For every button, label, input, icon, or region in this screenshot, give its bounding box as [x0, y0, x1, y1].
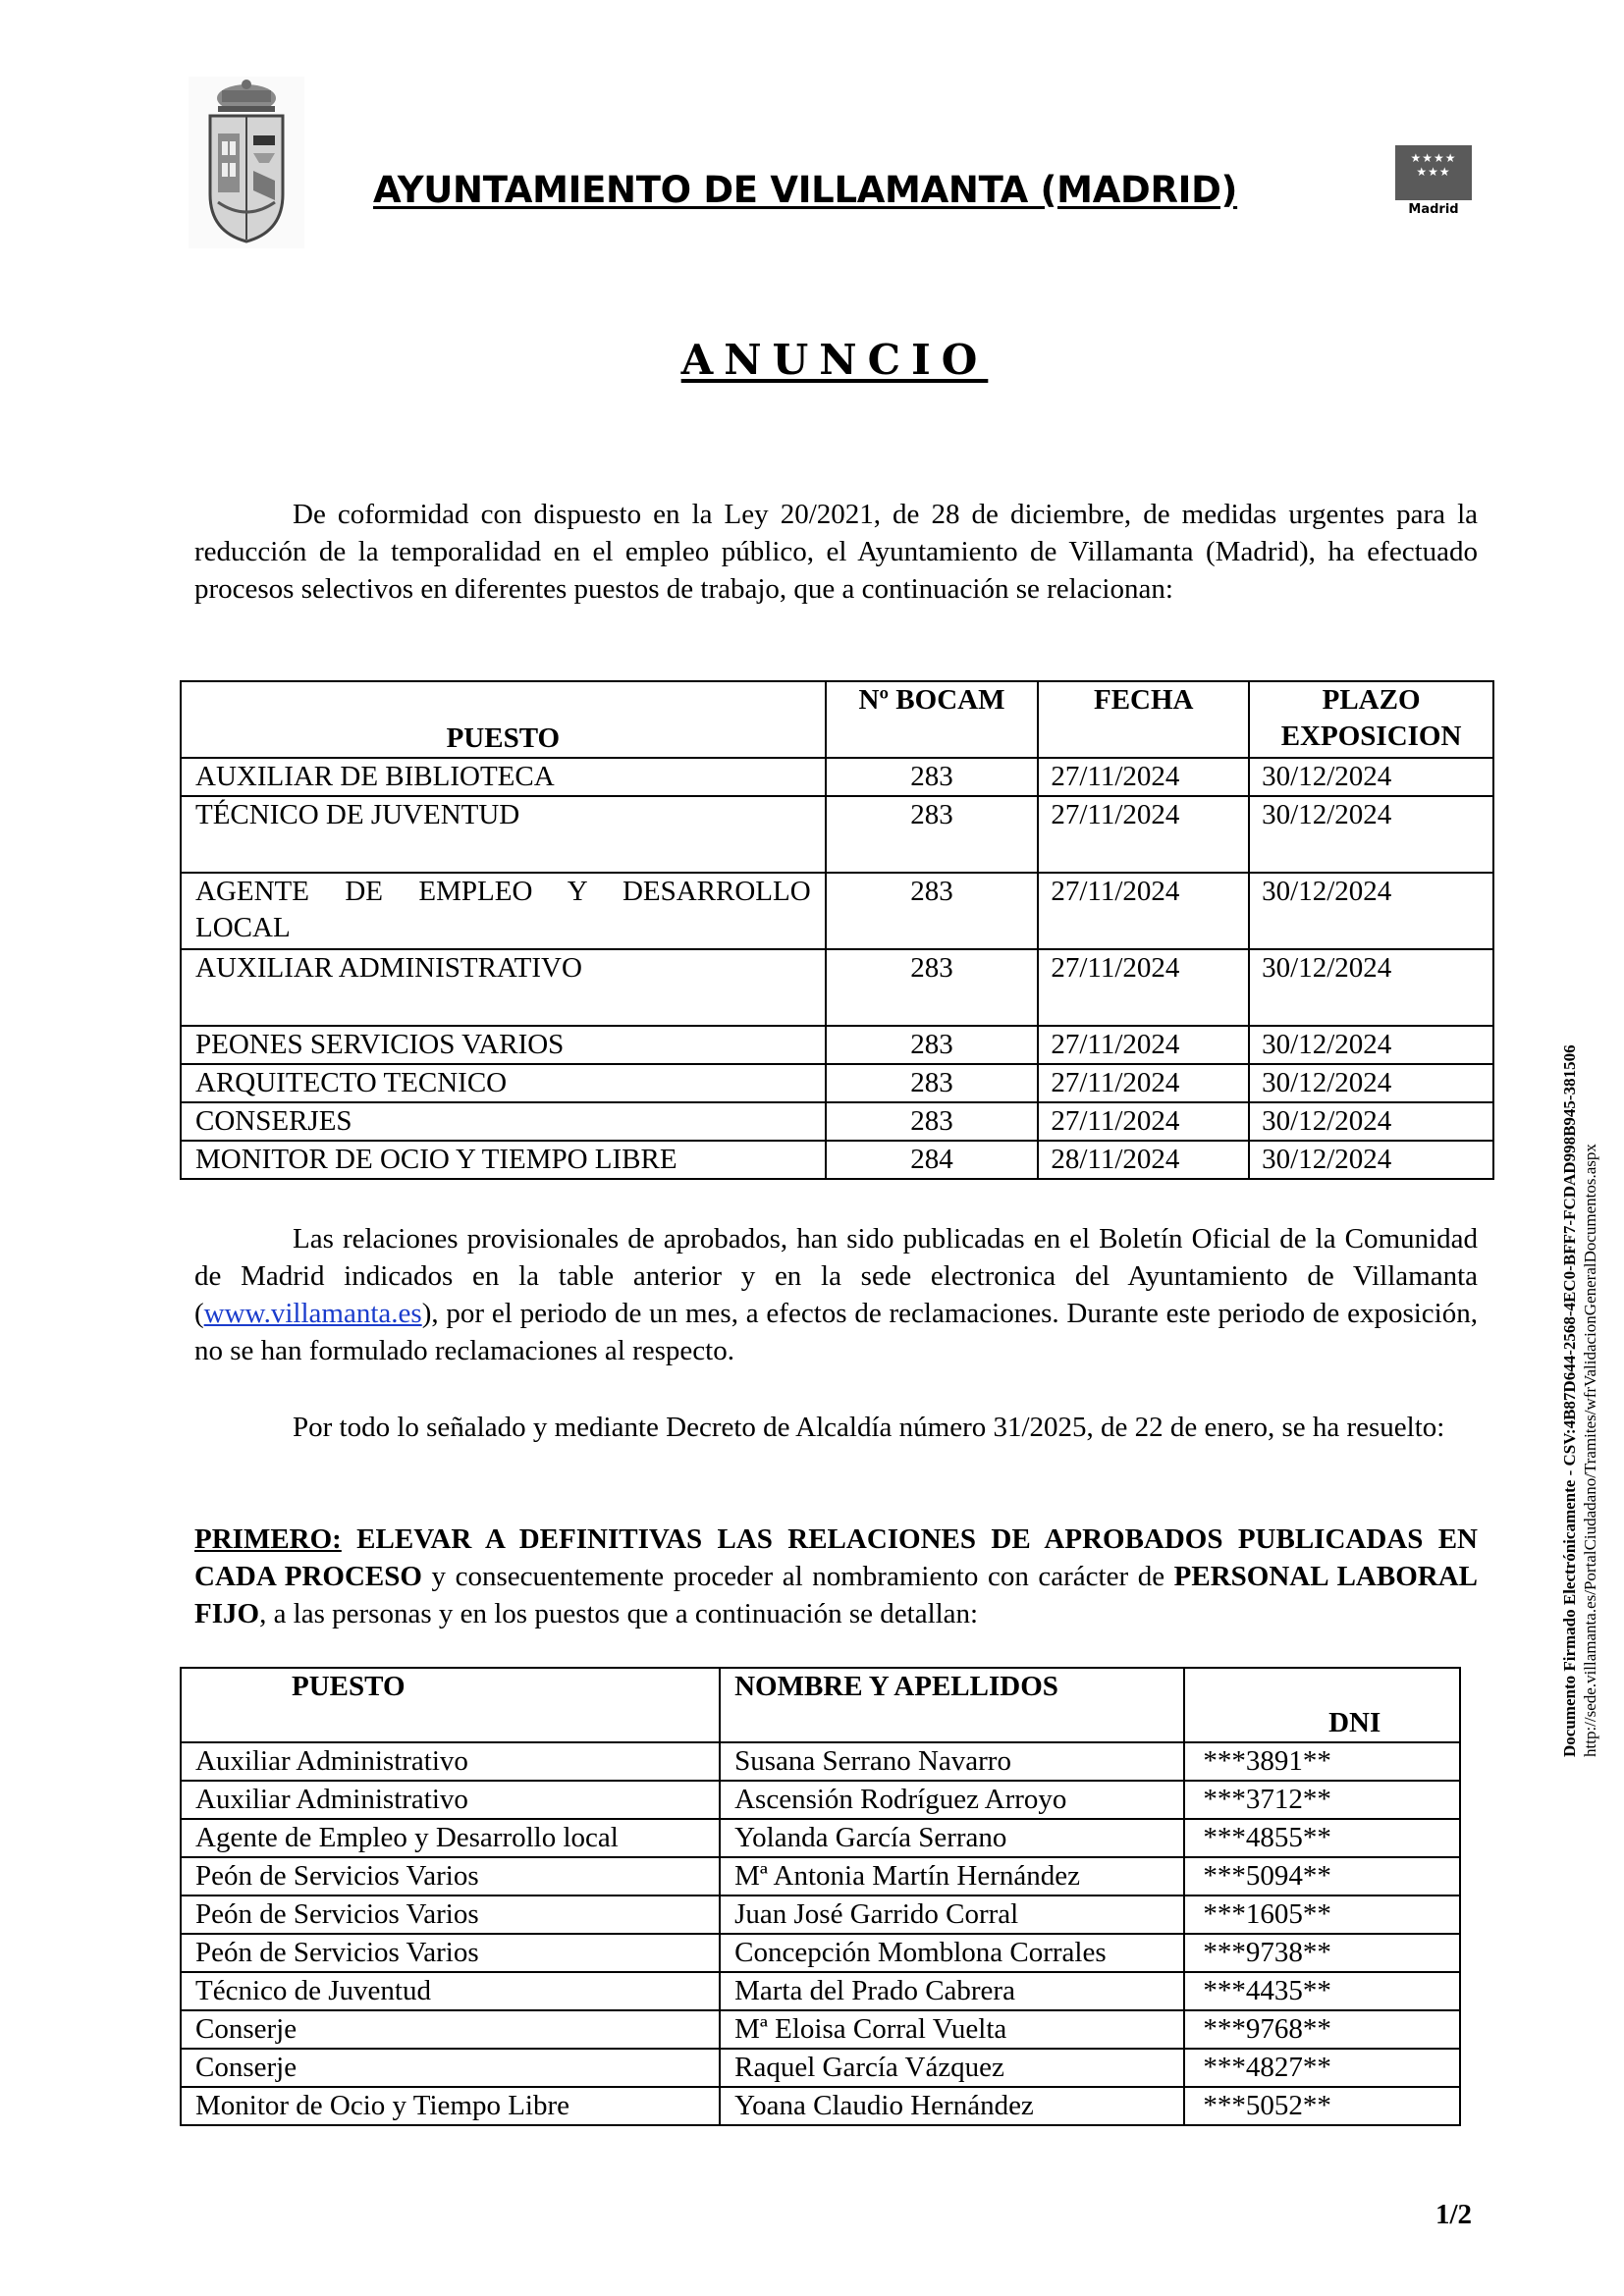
cell-plazo: 30/12/2024 [1249, 1026, 1493, 1064]
cell-bocam: 283 [826, 949, 1039, 1026]
primero-label: PRIMERO: [194, 1523, 342, 1555]
municipality-title: AYUNTAMIENTO DE VILLAMANTA (MADRID) [373, 169, 1238, 211]
cell-dni: ***5052** [1184, 2087, 1460, 2125]
resolution-primero-paragraph [194, 1521, 1478, 1632]
cell-puesto: Agente de Empleo y Desarrollo local [181, 1819, 720, 1857]
table-row [181, 1857, 1460, 1896]
cell-plazo: 30/12/2024 [1249, 873, 1493, 949]
cell-bocam: 284 [826, 1141, 1039, 1179]
cell-nombre: Concepción Momblona Corrales [720, 1934, 1184, 1972]
cell-dni: ***4435** [1184, 1972, 1460, 2010]
cell-puesto: PEONES SERVICIOS VARIOS [181, 1026, 826, 1064]
table-row [181, 2010, 1460, 2049]
signature-csv-line: Documento Firmado Electrónicamente - CSV:4B87D644-2568-4EC0-BFF7-FCDAD998B945-381506 [1560, 1044, 1579, 1757]
col-header-plazo: PLAZO EXPOSICION [1249, 681, 1493, 758]
cell-nombre: Juan José Garrido Corral [720, 1896, 1184, 1934]
cell-plazo: 30/12/2024 [1249, 949, 1493, 1026]
cell-puesto: AUXILIAR ADMINISTRATIVO [181, 949, 826, 1026]
cell-fecha: 27/11/2024 [1038, 796, 1249, 873]
cell-dni: ***4855** [1184, 1819, 1460, 1857]
cell-plazo: 30/12/2024 [1249, 758, 1493, 796]
cell-puesto: MONITOR DE OCIO Y TIEMPO LIBRE [181, 1141, 826, 1179]
town-coat-of-arms-logo [189, 77, 304, 248]
cell-dni: ***9738** [1184, 1934, 1460, 1972]
primero-bold-text-2: PERSONAL LABORAL FIJO [194, 1561, 1478, 1629]
cell-fecha: 28/11/2024 [1038, 1141, 1249, 1179]
cell-fecha: 27/11/2024 [1038, 949, 1249, 1026]
cell-nombre: Mª Antonia Martín Hernández [720, 1857, 1184, 1896]
cell-fecha: 27/11/2024 [1038, 1026, 1249, 1064]
cell-bocam: 283 [826, 758, 1039, 796]
table-row [181, 1026, 1493, 1064]
table-row [181, 2049, 1460, 2087]
col-header-fecha: FECHA [1038, 681, 1249, 758]
cell-nombre: Raquel García Vázquez [720, 2049, 1184, 2087]
cell-nombre: Ascensión Rodríguez Arroyo [720, 1781, 1184, 1819]
intro-paragraph: De coformidad con dispuesto en la Ley 20/2021, de 28 de diciembre, de medidas urgentes para la reducción de la temporalidad en el empleo público, el Ayuntamiento de Villamanta (Madrid), ha efectuado procesos selectivos en diferentes puestos de trabajo, que a continuación se relacionan: [194, 499, 1478, 605]
cell-puesto: Peón de Servicios Varios [181, 1896, 720, 1934]
table-row [181, 1781, 1460, 1819]
cell-puesto: AGENTE DE EMPLEO Y DESARROLLO LOCAL [181, 873, 826, 949]
cell-plazo: 30/12/2024 [1249, 796, 1493, 873]
cell-fecha: 27/11/2024 [1038, 1064, 1249, 1102]
cell-nombre: Yolanda García Serrano [720, 1819, 1184, 1857]
cell-puesto: Auxiliar Administrativo [181, 1781, 720, 1819]
col-header-puesto: PUESTO [181, 1668, 720, 1742]
publication-text-end: ), por el periodo de un mes, a efectos de reclamaciones. Durante este periodo de exposición, no se han formulado reclamaciones al respecto. [194, 1298, 1478, 1366]
cell-puesto: ARQUITECTO TECNICO [181, 1064, 826, 1102]
cell-fecha: 27/11/2024 [1038, 758, 1249, 796]
primero-bold-text: ELEVAR A DEFINITIVAS LAS RELACIONES DE APROBADOS PUBLICADAS EN CADA PROCESO [194, 1523, 1478, 1592]
table-row [181, 1742, 1460, 1781]
cell-dni: ***3891** [1184, 1742, 1460, 1781]
cell-dni: ***1605** [1184, 1896, 1460, 1934]
cell-puesto: Técnico de Juventud [181, 1972, 720, 2010]
cell-plazo: 30/12/2024 [1249, 1102, 1493, 1141]
cell-puesto: Conserje [181, 2010, 720, 2049]
cell-nombre: Mª Eloisa Corral Vuelta [720, 2010, 1184, 2049]
cell-dni: ***9768** [1184, 2010, 1460, 2049]
table-row [181, 758, 1493, 796]
col-header-dni: DNI [1184, 1668, 1460, 1742]
villamanta-website-link[interactable]: www.villamanta.es [203, 1298, 422, 1329]
table-row [181, 873, 1493, 949]
signature-validation-url: http://sede.villamanta.es/PortalCiudadano/Tramites/wfrValidacionGeneralDocumentos.aspx [1581, 1144, 1599, 1757]
cell-bocam: 283 [826, 1064, 1039, 1102]
cell-puesto: Peón de Servicios Varios [181, 1857, 720, 1896]
cell-dni: ***4827** [1184, 2049, 1460, 2087]
table-row [181, 1896, 1460, 1934]
cell-puesto: TÉCNICO DE JUVENTUD [181, 796, 826, 873]
table-row [181, 1819, 1460, 1857]
cell-nombre: Susana Serrano Navarro [720, 1742, 1184, 1781]
table-row [181, 1064, 1493, 1102]
cell-nombre: Yoana Claudio Hernández [720, 2087, 1184, 2125]
cell-fecha: 27/11/2024 [1038, 1102, 1249, 1141]
cell-bocam: 283 [826, 1102, 1039, 1141]
primero-end-text: , a las personas y en los puestos que a continuación se detallan: [259, 1598, 979, 1629]
table-row [181, 2087, 1460, 2125]
page-number: 1/2 [1435, 2199, 1473, 2230]
cell-puesto: Conserje [181, 2049, 720, 2087]
cell-puesto: Monitor de Ocio y Tiempo Libre [181, 2087, 720, 2125]
cell-bocam: 283 [826, 796, 1039, 873]
col-header-nombre: NOMBRE Y APELLIDOS [720, 1668, 1184, 1742]
table-row [181, 796, 1493, 873]
cell-plazo: 30/12/2024 [1249, 1141, 1493, 1179]
cell-puesto: AUXILIAR DE BIBLIOTECA [181, 758, 826, 796]
table-row [181, 949, 1493, 1026]
table-row [181, 1972, 1460, 2010]
appointments-table [180, 1667, 1461, 2126]
table-header-row [181, 681, 1493, 758]
cell-plazo: 30/12/2024 [1249, 1064, 1493, 1102]
logo-label: Madrid [1408, 202, 1459, 217]
electronic-signature-note [1559, 962, 1624, 1757]
decree-paragraph: Por todo lo señalado y mediante Decreto de Alcaldía número 31/2025, de 22 de enero, se ha resuelto: [293, 1412, 1445, 1443]
comunidad-madrid-logo [1395, 145, 1472, 218]
table-row [181, 1141, 1493, 1179]
document-heading: ANUNCIO [680, 336, 989, 384]
cell-dni: ***3712** [1184, 1781, 1460, 1819]
table-header-row [181, 1668, 1460, 1742]
publication-text-start: Las relaciones provisionales de aprobados, han sido publicadas en el Boletín Oficial de la Comunidad de Madrid indicados en la table anterior y en la sede electronica del Ayuntamiento de Villamanta ( [194, 1223, 1478, 1329]
table-row [181, 1934, 1460, 1972]
cell-dni: ***5094** [1184, 1857, 1460, 1896]
col-header-puesto: PUESTO [181, 681, 826, 758]
cell-fecha: 27/11/2024 [1038, 873, 1249, 949]
col-header-bocam: Nº BOCAM [826, 681, 1039, 758]
table-row [181, 1102, 1493, 1141]
cell-puesto: Peón de Servicios Varios [181, 1934, 720, 1972]
cell-puesto: Auxiliar Administrativo [181, 1742, 720, 1781]
cell-bocam: 283 [826, 1026, 1039, 1064]
primero-middle-text: y consecuentemente proceder al nombramiento con carácter de [421, 1561, 1174, 1592]
cell-nombre: Marta del Prado Cabrera [720, 1972, 1184, 2010]
publication-paragraph [194, 1220, 1478, 1369]
logo-stars-icon: ★★★★ ★★★ [1410, 151, 1457, 179]
cell-puesto: CONSERJES [181, 1102, 826, 1141]
cell-bocam: 283 [826, 873, 1039, 949]
selection-processes-table [180, 680, 1494, 1180]
